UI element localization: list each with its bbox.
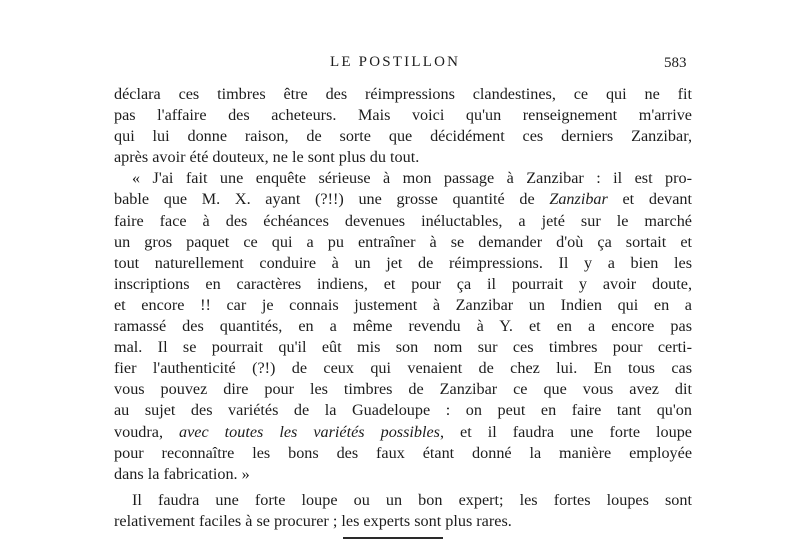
text-line (114, 84, 692, 105)
line-text: déclara ces timbres être des réimpressions clandestines, ce qui ne fit (114, 85, 692, 103)
text-line (114, 274, 692, 295)
line-text: relativement faciles à se procurer ; les experts sont plus rares. (114, 511, 512, 530)
line-text: tout naturellement conduire à un jet de réimpressions. Il y a bien les (114, 253, 692, 272)
section-end-rule (343, 537, 443, 539)
page-number: 583 (664, 55, 687, 71)
line-text: et encore !! car je connais justement à Zanzibar un Indien qui en a (114, 295, 692, 314)
text-line (114, 337, 692, 358)
text-line (114, 126, 692, 147)
line-text: « J'ai fait une enquête sérieuse à mon passage à Zanzibar : il est pro- (132, 169, 692, 188)
line-text: bable que M. X. ayant (?!!) une grosse quantité de (114, 190, 550, 209)
paragraph-2-quotation (114, 168, 692, 484)
text-line (114, 211, 692, 232)
text-line (114, 253, 692, 274)
body-text (114, 84, 692, 532)
text-line (114, 490, 692, 511)
line-text: mal. Il se pourrait qu'il eût mis son nom sur ces timbres pour certi- (114, 338, 692, 357)
text-line (114, 443, 692, 464)
line-text: dans la fabrication. » (114, 464, 250, 483)
text-line (114, 189, 692, 210)
line-text: faire face à des échéances devenues inéluctables, a jeté sur le marché (114, 211, 692, 230)
text-line (114, 232, 692, 253)
text-line (114, 511, 692, 532)
text-line (114, 379, 692, 400)
text-line (114, 168, 692, 189)
text-line (114, 105, 692, 126)
line-text: ramassé des quantités, en a même revendu à Y. et en a encore pas (114, 317, 692, 336)
line-text: voudra, (114, 422, 180, 441)
line-text: vous pouvez dire pour les timbres de Zanzibar ce que vous avez dit (114, 380, 692, 399)
text-line (114, 358, 692, 379)
line-text: fier l'authenticité (?!) de ceux qui venaient de chez lui. En tous cas (114, 359, 692, 378)
line-text: , et il faudra une forte loupe (439, 422, 692, 441)
line-text: un gros paquet ce qui a pu entraîner à se demander d'où ça sortait et (114, 232, 692, 251)
text-line (114, 295, 692, 316)
line-text: au sujet des variétés de la Guadeloupe : on peut en faire tant qu'on (114, 401, 692, 420)
italic-text: Zanzibar (549, 190, 608, 209)
text-line (114, 147, 692, 168)
line-text: après avoir été douteux, ne le sont plus du tout. (114, 148, 420, 167)
text-line (114, 464, 692, 485)
italic-text: avec toutes les variétés possibles (179, 422, 440, 441)
text-line (114, 316, 692, 337)
paragraph-3 (114, 490, 692, 532)
line-text: qui lui donne raison, de sorte que décidément ces derniers Zanzibar, (114, 127, 692, 146)
paragraph-1 (114, 84, 692, 168)
line-text: Il faudra une forte loupe ou un bon expert; les fortes loupes sont (132, 490, 692, 509)
line-text: inscriptions en caractères indiens, et pour ça il pourrait y avoir doute, (114, 274, 692, 293)
running-header-title: LE POSTILLON (330, 54, 461, 70)
line-text: et devant (607, 190, 692, 209)
line-text: pas l'affaire des acheteurs. Mais voici qu'un renseignement m'arrive (114, 106, 692, 125)
text-line (114, 400, 692, 421)
line-text: pour reconnaître les bons des faux étant donné la manière employée (114, 443, 692, 462)
text-line (114, 422, 692, 443)
